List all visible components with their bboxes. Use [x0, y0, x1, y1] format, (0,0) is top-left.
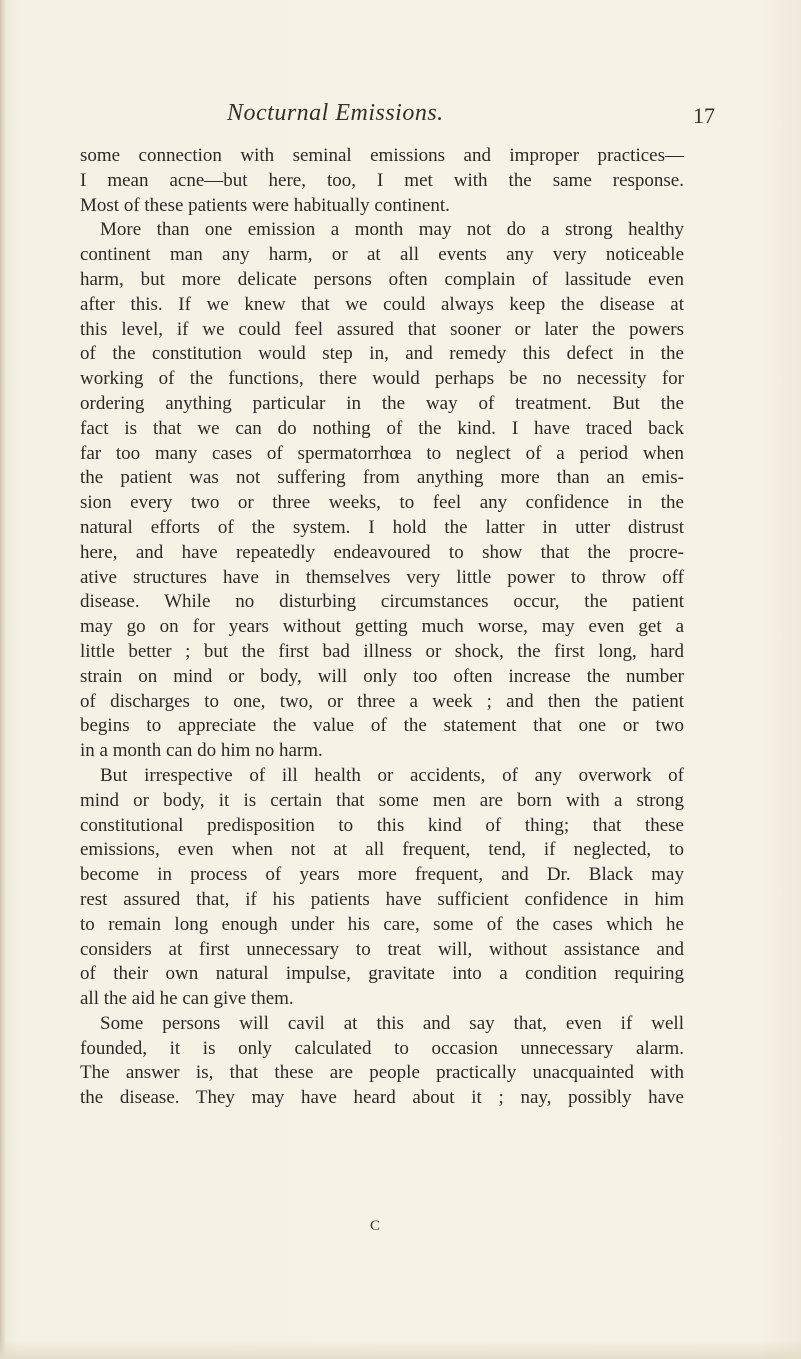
gutter-shadow — [0, 0, 6, 1359]
text-line: Most of these patients were habitually continent. — [80, 194, 450, 216]
body-text — [80, 144, 684, 1111]
text-line: become in process of years more frequent, and Dr. Black may — [80, 864, 684, 886]
page-bottom-edge — [0, 1340, 801, 1359]
text-line: But irrespective of ill health or accidents, of any overwork of — [100, 764, 684, 786]
signature-mark: C — [370, 1218, 381, 1234]
text-line: The answer is, that these are people practically unacquainted with — [80, 1062, 684, 1084]
text-line: More than one emission a month may not do a strong healthy — [100, 219, 684, 241]
text-line: rest assured that, if his patients have sufficient confidence in him — [80, 888, 684, 910]
text-line: ative structures have in themselves very little power to throw off — [80, 566, 684, 588]
page-number: 17 — [693, 103, 715, 128]
text-line: mind or body, it is certain that some men are born with a strong — [80, 789, 684, 811]
text-line: may go on for years without getting much worse, may even get a — [80, 616, 684, 638]
text-line: of the constitution would step in, and remedy this defect in the — [80, 343, 684, 365]
text-line: of discharges to one, two, or three a week ; and then the patient — [80, 690, 684, 712]
text-line: the patient was not suffering from anything more than an emis- — [80, 467, 684, 489]
text-line: constitutional predisposition to this kind of thing; that these — [80, 814, 684, 836]
text-line: here, and have repeatedly endeavoured to show that the procre- — [80, 541, 684, 563]
text-line: fact is that we can do nothing of the kind. I have traced back — [80, 417, 684, 439]
text-line: far too many cases of spermatorrhœa to neglect of a period when — [80, 442, 684, 464]
text-line: after this. If we knew that we could always keep the disease at — [80, 293, 684, 315]
text-line: the disease. They may have heard about it ; nay, possibly have — [80, 1087, 684, 1109]
text-line: natural efforts of the system. I hold the latter in utter distrust — [80, 516, 684, 538]
text-line: working of the functions, there would perhaps be no necessity for — [80, 368, 684, 390]
text-line: little better ; but the first bad illness or shock, the first long, hard — [80, 640, 684, 662]
text-line: all the aid he can give them. — [80, 988, 294, 1010]
text-line: continent man any harm, or at all events any very noticeable — [80, 244, 684, 266]
text-line: emissions, even when not at all frequent, tend, if neglected, to — [80, 839, 684, 861]
text-line: disease. While no disturbing circumstances occur, the patient — [80, 591, 684, 613]
text-line: of their own natural impulse, gravitate into a condition requiring — [80, 963, 684, 985]
text-line: founded, it is only calculated to occasion unnecessary alarm. — [80, 1037, 684, 1059]
text-line: to remain long enough under his care, some of the cases which he — [80, 913, 684, 935]
text-line: this level, if we could feel assured that sooner or later the powers — [80, 318, 684, 340]
text-line: harm, but more delicate persons often complain of lassitude even — [80, 268, 684, 290]
text-line: Some persons will cavil at this and say that, even if well — [100, 1012, 684, 1034]
text-line: I mean acne—but here, too, I met with the same response. — [80, 169, 684, 191]
text-line: ordering anything particular in the way of treatment. But the — [80, 392, 684, 414]
text-line: begins to appreciate the value of the statement that one or two — [80, 715, 684, 737]
text-line: considers at first unnecessary to treat will, without assistance and — [80, 938, 684, 960]
running-head: Nocturnal Emissions. — [227, 100, 444, 126]
text-line: some connection with seminal emissions and improper practices— — [80, 145, 684, 166]
text-line: sion every two or three weeks, to feel any confidence in the — [80, 492, 684, 514]
text-line: in a month can do him no harm. — [80, 740, 323, 762]
text-line: strain on mind or body, will only too often increase the number — [80, 665, 684, 687]
